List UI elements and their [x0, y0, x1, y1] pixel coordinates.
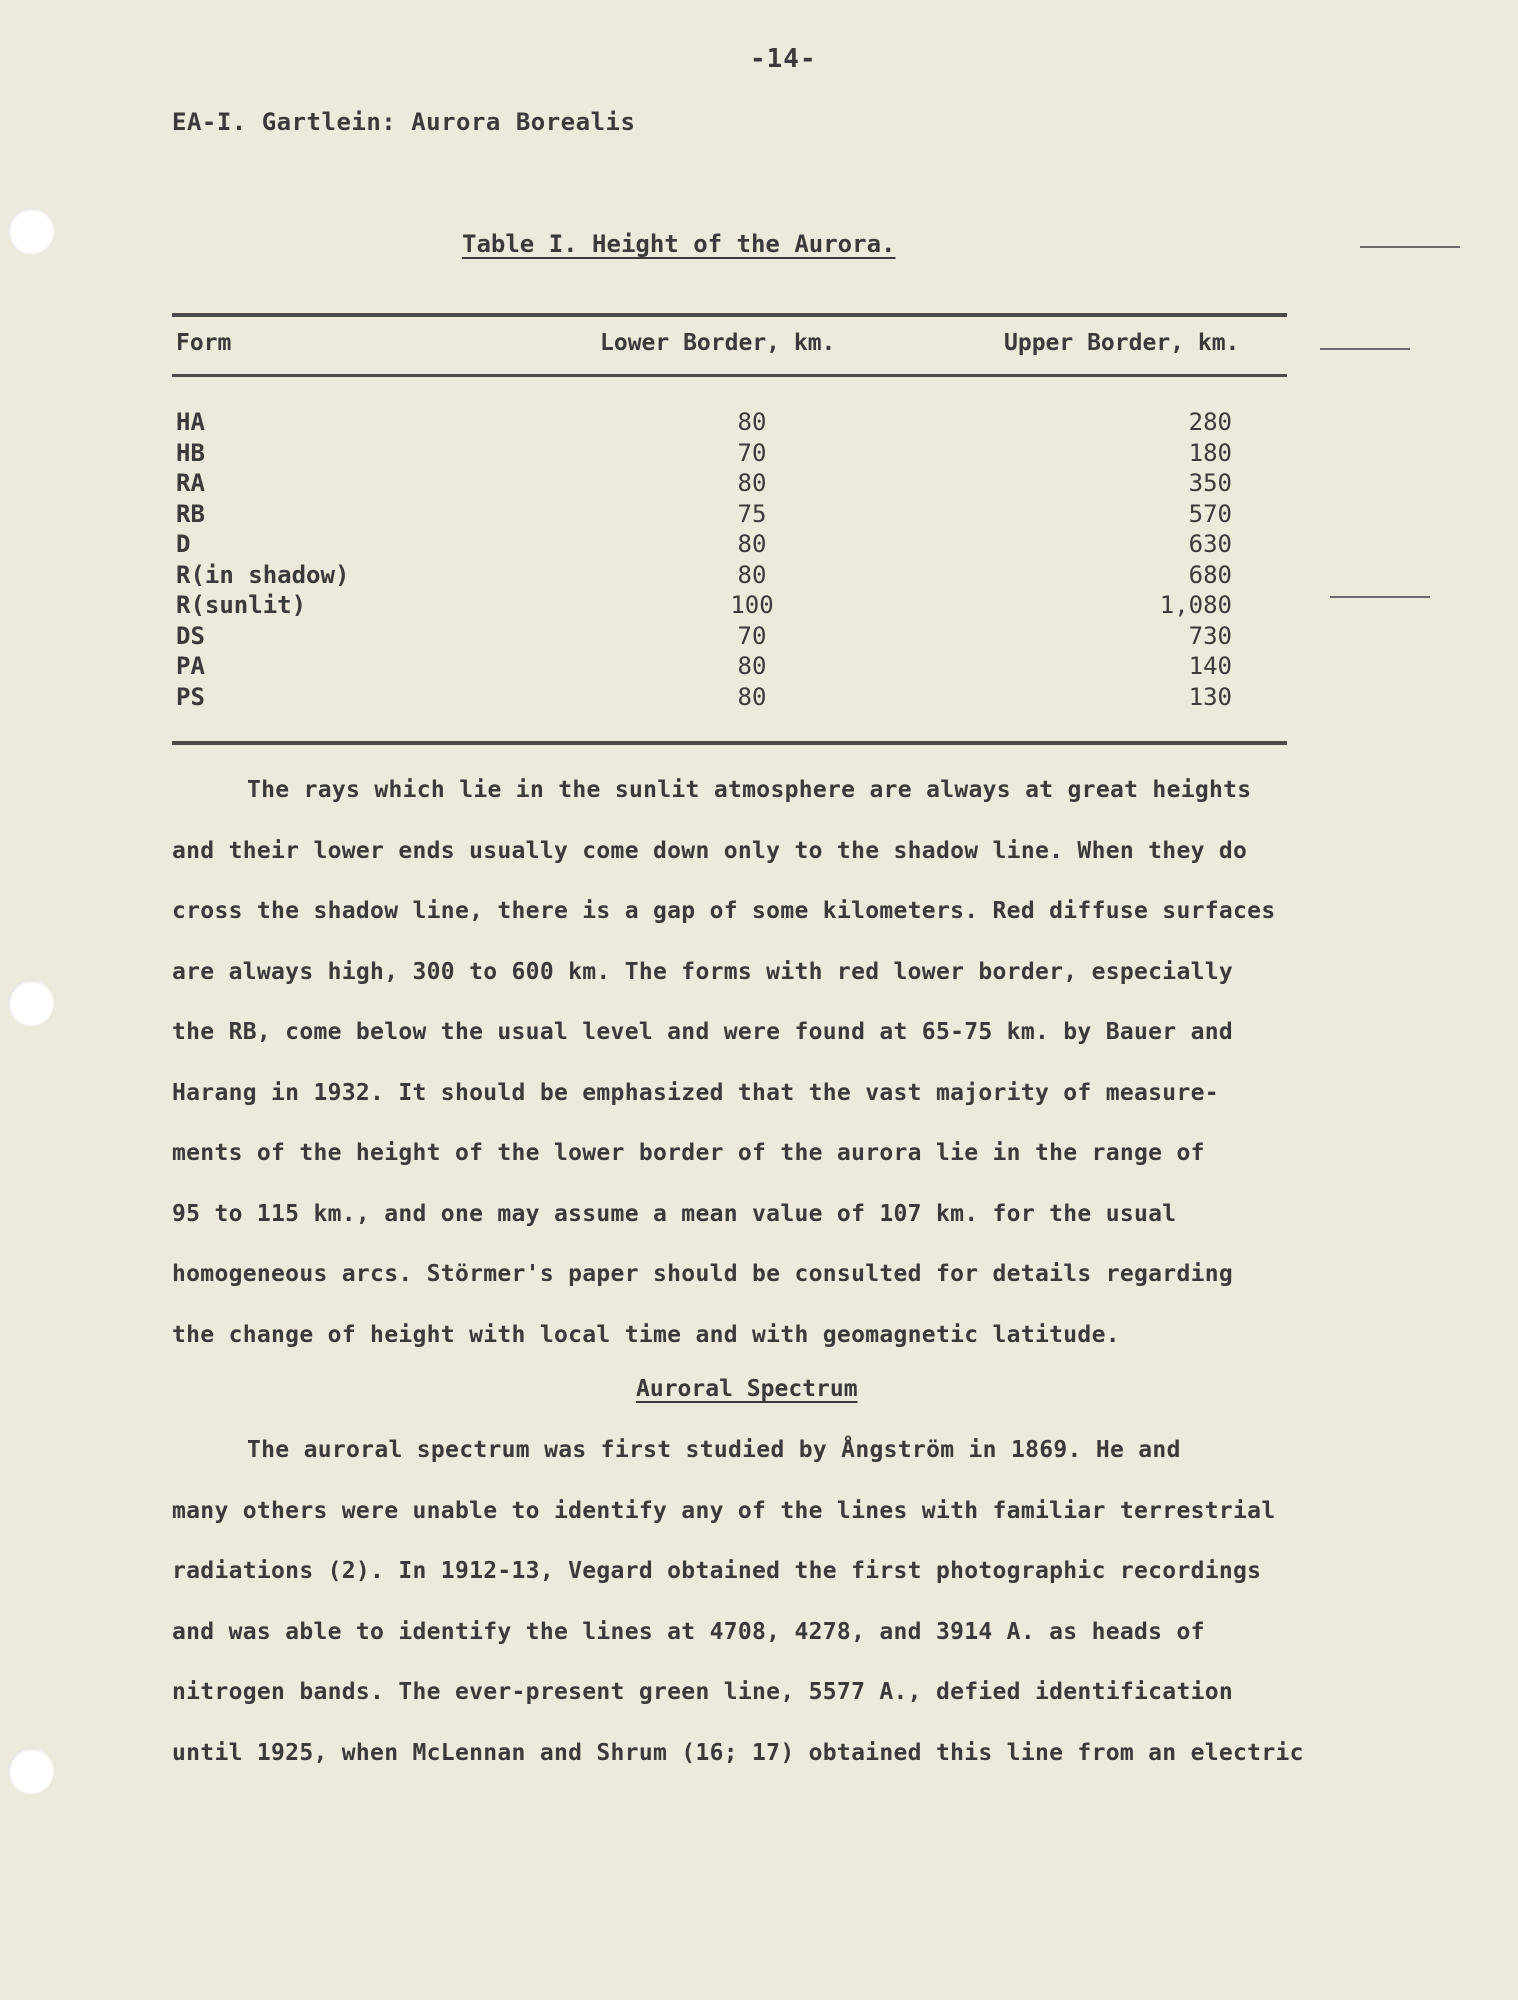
cell-upper-border: 730 — [1188, 621, 1232, 650]
cell-form: R(in shadow) — [176, 560, 350, 589]
column-header-upper-border: Upper Border, km. — [1004, 330, 1240, 356]
column-header-form: Form — [176, 330, 232, 356]
table-row — [172, 561, 1287, 592]
cell-lower-border: 80 — [737, 560, 767, 589]
table-row — [172, 622, 1287, 653]
running-head: EA-I. Gartlein: Aurora Borealis — [172, 108, 636, 136]
table-header-rule — [172, 374, 1287, 377]
cell-upper-border: 630 — [1188, 530, 1232, 558]
table-row — [172, 530, 1287, 561]
table-row — [172, 591, 1287, 622]
margin-mark — [1360, 246, 1460, 248]
cell-lower-border: 75 — [737, 499, 767, 528]
table-row — [172, 439, 1287, 470]
cell-lower-border: 80 — [737, 682, 767, 711]
cell-form: HA — [176, 408, 205, 436]
cell-form: PA — [176, 652, 205, 680]
punch-hole — [8, 1748, 54, 1794]
body-paragraph-heights: The rays which lie in the sunlit atmosphere are always at great heights and their lower ends usually come down only to the shadow line. When they do cross the shadow line, there is a gap of some kilometers. Red diffuse surfaces are always high, 300 to 600 km. The forms with red lower border, especially the RB, come below the usual level and were found at 65-75 km. by Bauer and Harang in 1932. It should be emphasized that the vast majority of measure- ments of the height of the lower border of the aurora lie in the range of 95 to 115 km., and one may assume a mean value of 107 km. for the usual homogeneous arcs. Störmer's paper should be consulted for details regarding the change of height with local time and with geomagnetic latitude. — [172, 777, 1276, 1348]
cell-lower-border: 70 — [737, 621, 767, 650]
cell-form: PS — [176, 682, 205, 711]
column-header-lower-border: Lower Border, km. — [600, 330, 836, 356]
cell-upper-border: 570 — [1188, 499, 1232, 528]
table-row — [172, 408, 1287, 439]
cell-form: RA — [176, 469, 205, 497]
cell-upper-border: 1,080 — [1159, 591, 1232, 619]
table-row — [172, 652, 1287, 683]
punch-hole — [8, 208, 54, 254]
cell-form: RB — [176, 499, 205, 528]
cell-lower-border: 80 — [737, 652, 767, 680]
cell-form: HB — [176, 438, 205, 467]
cell-upper-border: 130 — [1188, 682, 1232, 711]
cell-form: D — [176, 530, 191, 558]
table-top-rule — [172, 313, 1287, 317]
cell-lower-border: 100 — [730, 591, 774, 619]
body-paragraph-spectrum: The auroral spectrum was first studied by Ångström in 1869. He and many others were unable to identify any of the lines with familiar terrestrial radiations (2). In 1912-13, Vegard obtained the first photographic recordings and was able to identify the lines at 4708, 4278, and 3914 A. as heads of nitrogen bands. The ever-present green line, 5577 A., defied identification until 1925, when McLennan and Shrum (16; 17) obtained this line from an electric — [172, 1437, 1304, 1766]
table-row — [172, 469, 1287, 500]
table-row — [172, 683, 1287, 714]
cell-upper-border: 280 — [1188, 408, 1232, 436]
margin-mark — [1320, 348, 1410, 350]
section-heading: Auroral Spectrum — [636, 1376, 858, 1402]
page-number: -14- — [750, 44, 817, 74]
cell-lower-border: 80 — [737, 530, 767, 558]
cell-lower-border: 80 — [737, 469, 767, 497]
table-bottom-rule — [172, 741, 1287, 745]
cell-lower-border: 70 — [737, 438, 767, 467]
cell-upper-border: 180 — [1188, 438, 1232, 467]
cell-upper-border: 140 — [1188, 652, 1232, 680]
cell-form: DS — [176, 621, 205, 650]
cell-upper-border: 680 — [1188, 560, 1232, 589]
table-row — [172, 500, 1287, 531]
cell-upper-border: 350 — [1188, 469, 1232, 497]
table-body — [172, 408, 1287, 713]
punch-hole — [8, 980, 54, 1026]
cell-form: R(sunlit) — [176, 591, 307, 619]
margin-mark — [1330, 596, 1430, 598]
table-caption: Table I. Height of the Aurora. — [462, 230, 896, 258]
cell-lower-border: 80 — [737, 408, 767, 436]
